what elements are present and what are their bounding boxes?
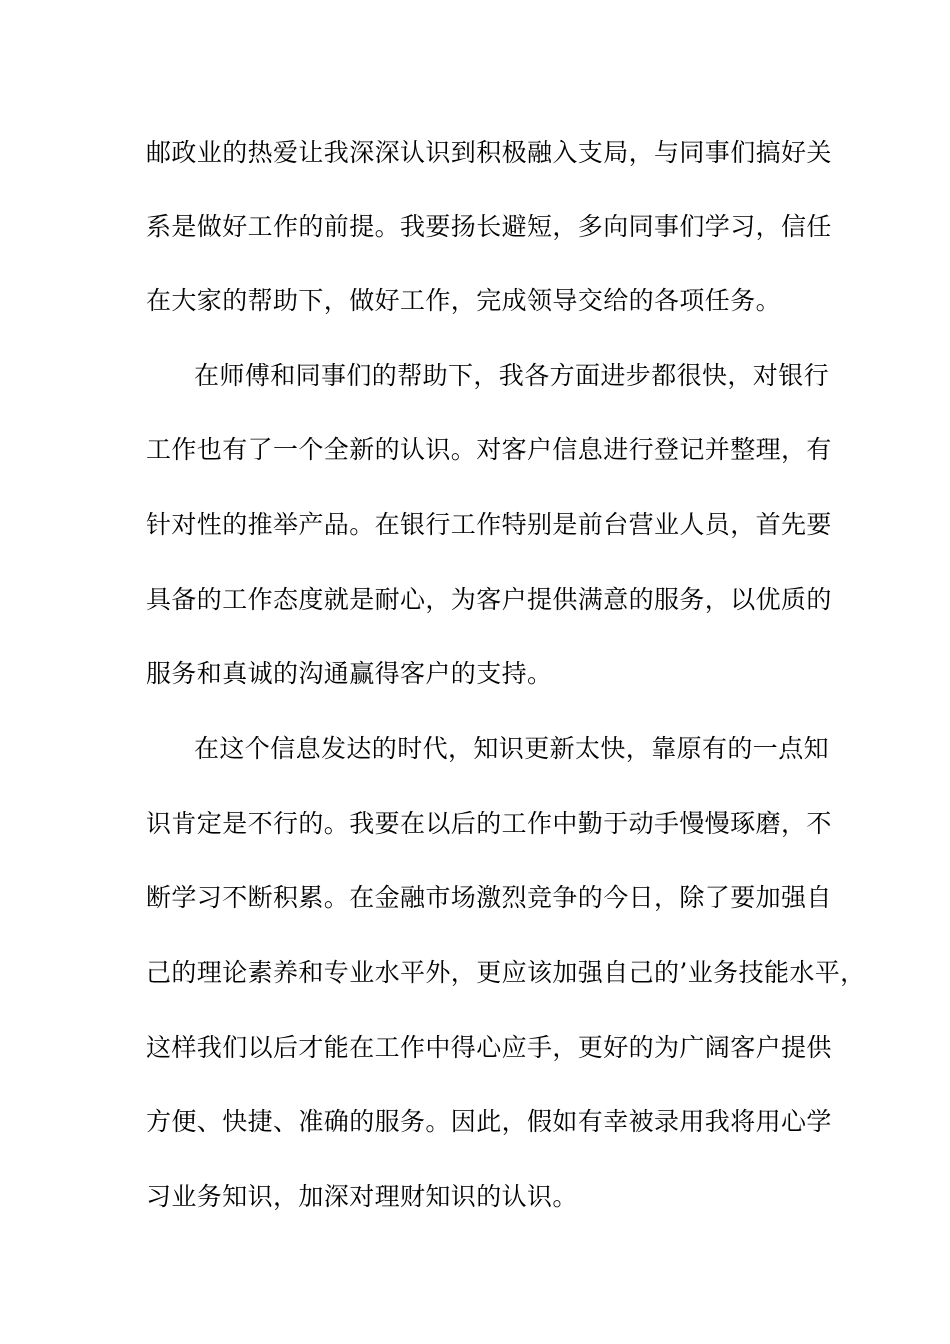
text-line: 识肯定是不行的。我要在以后的工作中勤于动手慢慢琢磨，不 [146, 809, 832, 838]
text-line: 工作也有了一个全新的认识。对客户信息进行登记并整理，有 [146, 435, 832, 464]
text-line: 习业务知识，加深对理财知识的认识。 [146, 1182, 578, 1211]
paragraph-start-line: 在这个信息发达的时代，知识更新太快，靠原有的一点知 [194, 734, 830, 763]
text-line: 己的理论素养和专业水平外，更应该加强自己的’业务技能水平， [146, 958, 866, 987]
text-line: 方便、快捷、准确的服务。因此，假如有幸被录用我将用心学 [146, 1107, 832, 1136]
paragraph-start-line: 在师傅和同事们的帮助下，我各方面进步都很快，对银行 [194, 361, 830, 390]
text-line: 服务和真诚的沟通赢得客户的支持。 [146, 659, 553, 688]
text-line: 系是做好工作的前提。我要扬长避短，多向同事们学习，信任 [146, 212, 832, 241]
text-line: 针对性的推举产品。在银行工作特别是前台营业人员，首先要 [146, 510, 832, 539]
text-line: 邮政业的热爱让我深深认识到积极融入支局，与同事们搞好关 [146, 138, 832, 167]
text-line: 在大家的帮助下，做好工作，完成领导交给的各项任务。 [146, 286, 782, 315]
text-line: 这样我们以后才能在工作中得心应手，更好的为广阔客户提供 [146, 1033, 832, 1062]
text-line: 断学习不断积累。在金融市场激烈竞争的今日，除了要加强自 [146, 883, 832, 912]
text-line: 具备的工作态度就是耐心，为客户提供满意的服务，以优质的 [146, 585, 832, 614]
